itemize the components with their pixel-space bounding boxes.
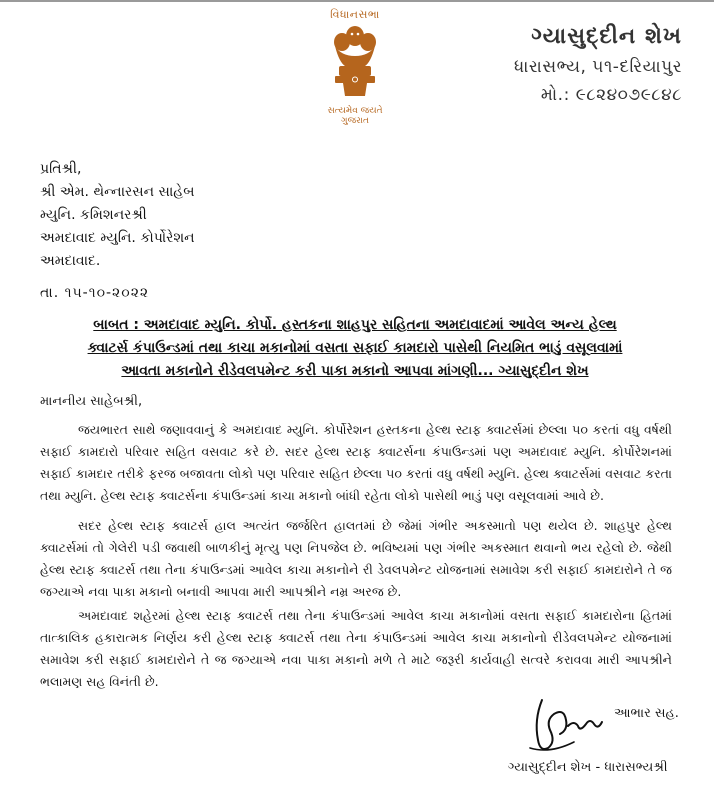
subject-line: ક્વાટર્સ કંપાઉન્ડમાં તથા કાચા મકાનોમાં વસતા સફાઈ કામદારો પાસેથી નિયમિત ભાડું વસૂલવામાં xyxy=(87,340,623,356)
letter-date: તા. ૧૫-૧૦-૨૦૨૨ xyxy=(40,285,150,301)
salutation: માનનીય સાહેબશ્રી, xyxy=(40,394,143,409)
sender-mobile: મો.: ૯૮૨૪૦૭૯૮૪૮ xyxy=(540,85,682,105)
subject-block xyxy=(40,314,670,383)
recipient-line: મ્યુનિ. કમિશનરશ્રી xyxy=(40,207,147,223)
recipient-line: પ્રતિશ્રી, xyxy=(40,161,82,177)
subject-line: આવતા મકાનોને રીડેવલપમેન્ટ કરી પાકા મકાનો આપવા માંગણી... ગ્યાસુદ્દીન શેખ xyxy=(121,363,589,379)
sender-designation: ધારાસભ્ય, ૫૧-દરિયાપુર xyxy=(514,57,682,77)
subject-line: બાબત : અમદાવાદ મ્યુનિ. કોર્પો. હસ્તકના શાહપુર સહિતના અમદાવાદમાં આવેલ અન્ય હેલ્થ xyxy=(93,317,617,333)
signatory-name: ગ્યાસુદ્દીન શેખ - ધારાસભ્યશ્રી xyxy=(508,760,668,775)
emblem-state: ગુજરાત xyxy=(341,116,369,126)
body-paragraph: સદર હેલ્થ સ્ટાફ ક્વાટર્સ હાલ અત્યંત જર્જરિત હાલતમાં છે જેમાં ગંભીર અકસ્માતો પણ થયેલ છે. શાહપુર હેલ્થ ક્વાટર્સમાં તો ગેલેરી પડી જવાથી બાળકીનું મૃત્યુ પણ નિપજેલ છે. ભવિષ્યમાં પણ ગંભીર અકસ્માત થવાનો ભય રહેલો છે. જેથી હેલ્થ સ્ટાફ ક્વાટર્સ તથા તેના કંપાઉન્ડમાં આવેલ કાચા મકાનોને રી ડેવલપમેન્ટ યોજનામાં સમાવેશ કરી સફાઈ કામદારોને તે જ જગ્યાએ નવા પાકા મકાનો બનાવી આપવા મારી આપશ્રીને નમ્ર અરજ છે. xyxy=(40,518,672,599)
handwritten-signature xyxy=(520,690,610,760)
recipient-line: અમદાવાદ મ્યુનિ. કોર્પોરેશન xyxy=(40,230,195,246)
emblem-motto: સત્યમેવ જયતે xyxy=(327,106,383,116)
body-paragraph: જયભારત સાથે જણાવવાનું કે અમદાવાદ મ્યુનિ. કોર્પોરેશન હસ્તકના હેલ્થ સ્ટાફ ક્વાટર્સમાં છેલ્લા ૫૦ કરતાં વધુ વર્ષથી સફાઈ કામદારો પરિવાર સહિત વસવાટ કરે છે. સદર હેલ્થ સ્ટાફ ક્વાટર્સના કંપાઉન્ડમાં પણ અમદાવાદ મ્યુનિ. કોર્પોરેશનમાં સફાઈ કામદાર તરીકે ફરજ બજાવતા લોકો પણ પરિવાર સહિત છેલ્લા ૫૦ કરતાં વધુ વર્ષથી મ્યુનિ. હેલ્થ ક્વાટર્સમાં વસવાટ કરતા તથા મ્યુનિ. હેલ્થ સ્ટાફ ક્વાટર્સના કંપાઉન્ડમાં કાચા મકાનો બાંધી રહેતા લોકો પાસેથી ભાડું પણ વસૂલવામાં આવે છે. xyxy=(40,422,672,503)
sender-name: ગ્યાસુદ્દીન શેખ xyxy=(531,24,682,49)
sender-block xyxy=(514,24,682,105)
body-paragraph: અમદાવાદ શહેરમાં હેલ્થ સ્ટાફ ક્વાટર્સ તથા તેના કંપાઉન્ડમાં આવેલ કાચા મકાનોમાં વસતા સફાઈ કામદારોના હિતમાં તાત્કાલિક હકારાત્મક નિર્ણય કરી હેલ્થ સ્ટાફ ક્વાટર્સ તથા તેના કંપાઉન્ડમાં આવેલ કાચા મકાનોનો રીડેવલપમેન્ટ યોજનામાં સમાવેશ કરી સફાઈ કામદારોને તે જ જગ્યાએ નવા પાકા મકાનો મળે તે માટે જરૂરી કાર્યવાહી સત્વરે કરાવવા મારી આપશ્રીને ભલામણ સહ વિનંતી છે. xyxy=(40,608,672,689)
top-rule xyxy=(0,0,714,2)
recipient-line: શ્રી એમ. થેન્નારસન સાહેબ xyxy=(40,184,195,200)
lion-capital-icon xyxy=(325,22,385,100)
emblem-top-label: વિધાનસભા xyxy=(330,8,380,21)
recipient-address xyxy=(40,158,195,273)
recipient-line: અમદાવાદ. xyxy=(40,253,101,269)
closing-text: આભાર સહ. xyxy=(614,706,679,721)
emblem xyxy=(305,8,405,138)
